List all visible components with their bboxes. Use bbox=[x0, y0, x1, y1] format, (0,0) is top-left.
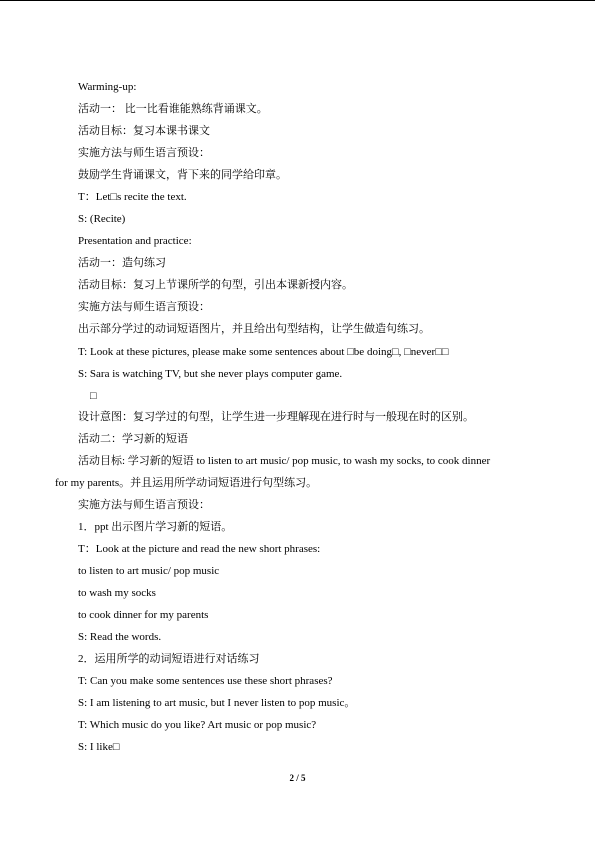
section-heading-presentation: Presentation and practice: bbox=[78, 235, 192, 247]
placeholder-glyph: □ bbox=[90, 390, 97, 402]
page-number: 2 / 5 bbox=[289, 773, 306, 783]
teacher-line: T: Look at these pictures, please make some sentences about □be doing□, □never□□ bbox=[78, 346, 449, 358]
student-line: S: Sara is watching TV, but she never plays computer game. bbox=[78, 368, 343, 380]
activity-title: 活动二：学习新的短语 bbox=[78, 433, 188, 445]
teacher-line: T：Look at the picture and read the new short phrases: bbox=[78, 543, 321, 555]
teacher-line: T: Can you make some sentences use these short phrases? bbox=[78, 675, 333, 687]
method-heading: 实施方法与师生语言预设： bbox=[78, 499, 210, 511]
teacher-line: T: Which music do you like? Art music or pop music? bbox=[78, 719, 317, 731]
step-one: 1．ppt 出示图片学习新的短语。 bbox=[78, 521, 233, 533]
activity-goal-continued: for my parents。并且运用所学动词短语进行句型练习。 bbox=[55, 477, 318, 489]
student-line: S: (Recite) bbox=[78, 213, 126, 225]
activity-goal: 活动目标：复习本课书课文 bbox=[78, 125, 210, 137]
activity-goal: 活动目标: 学习新的短语 to listen to art music/ pop music, to wash my socks, to cook dinner bbox=[78, 455, 491, 467]
phrase-line: to listen to art music/ pop music bbox=[78, 565, 220, 577]
design-intent: 设计意图：复习学过的句型，让学生进一步理解现在进行时与一般现在时的区别。 bbox=[78, 411, 474, 423]
activity-title: 活动一： 比一比看谁能熟练背诵课文。 bbox=[78, 103, 268, 115]
method-heading: 实施方法与师生语言预设： bbox=[78, 301, 210, 313]
student-line: S: I am listening to art music, but I never listen to pop music。 bbox=[78, 697, 356, 709]
step-two: 2．运用所学的动词短语进行对话练习 bbox=[78, 653, 260, 665]
top-rule bbox=[0, 0, 595, 1]
phrase-line: to wash my socks bbox=[78, 587, 156, 599]
phrase-line: to cook dinner for my parents bbox=[78, 609, 209, 621]
student-line: S: I like□ bbox=[78, 741, 120, 753]
section-heading-warming-up: Warming-up: bbox=[78, 81, 137, 93]
activity-title: 活动一：造句练习 bbox=[78, 257, 166, 269]
student-line: S: Read the words. bbox=[78, 631, 162, 643]
method-heading: 实施方法与师生语言预设： bbox=[78, 147, 210, 159]
teacher-line: T：Let□s recite the text. bbox=[78, 191, 187, 203]
text-line: 鼓励学生背诵课文，背下来的同学给印章。 bbox=[78, 169, 287, 181]
text-line: 出示部分学过的动词短语图片，并且给出句型结构，让学生做造句练习。 bbox=[78, 323, 430, 335]
activity-goal: 活动目标：复习上节课所学的句型，引出本课新授内容。 bbox=[78, 279, 353, 291]
